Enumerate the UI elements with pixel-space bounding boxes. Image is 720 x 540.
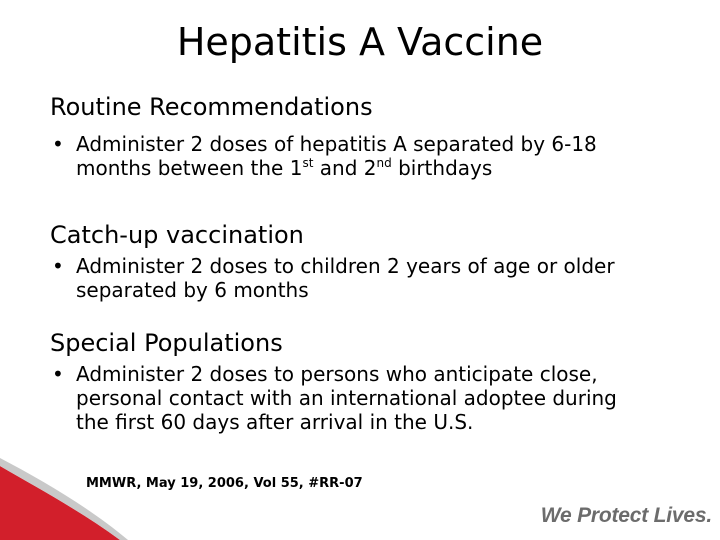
citation: MMWR, May 19, 2006, Vol 55, #RR-07 <box>86 476 363 491</box>
bullet-marker: • <box>52 132 64 156</box>
bullet-special-populations <box>52 362 652 434</box>
bullet-text: Administer 2 doses to children 2 years of age or older separated by 6 months <box>76 254 615 302</box>
section-heading-routine: Routine Recommendations <box>50 93 373 121</box>
section-heading-catch-up: Catch-up vaccination <box>50 221 304 249</box>
section-heading-special-populations: Special Populations <box>50 329 283 357</box>
bullet-text: Administer 2 doses of hepatitis A separated by 6-18 months between the 1st and 2nd birthdays <box>76 132 597 180</box>
bullet-marker: • <box>52 362 64 386</box>
bullet-catch-up <box>52 254 652 302</box>
bullet-routine <box>52 132 652 180</box>
bullet-text: Administer 2 doses to persons who anticipate close, personal contact with an international adoptee during the first 60 days after arrival in the U.S. <box>76 362 617 434</box>
tagline-logo: We Protect Lives. <box>540 504 712 527</box>
slide-title: Hepatitis A Vaccine <box>176 20 544 64</box>
bullet-marker: • <box>52 254 64 278</box>
